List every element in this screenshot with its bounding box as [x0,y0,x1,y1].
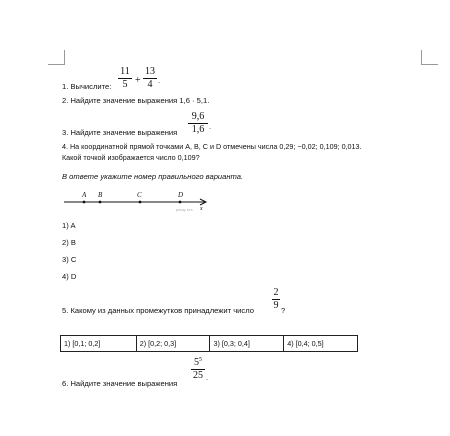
point-a-label: A [82,191,87,199]
q3-numerator: 9,6 [191,111,205,122]
point-b-label: B [98,191,103,199]
q5-option-2: 2) [0,2; 0,3] [136,336,210,352]
point-c-marker [139,201,142,204]
q4-option-3: 3) C [62,255,77,264]
axis-label: x [200,206,203,212]
crop-mark-tr-v [421,50,422,64]
point-a-marker [83,201,86,204]
q6-end: . [206,373,209,382]
crop-mark-tr-h [421,64,438,65]
q5-denominator: 9 [273,300,279,311]
q5-end: ? [281,306,286,315]
watermark-text: решу егэ [176,207,193,212]
q5-option-1: 1) [0,1; 0,2] [61,336,137,352]
q6-base: 5 [194,357,199,368]
question-2: 2. Найдите значение выражения 1,6 · 5,1. [62,96,210,105]
q5-label: 5. Какому из данных промежутков принадлежит число [62,306,254,315]
q5-options-table [60,335,358,352]
point-b-marker [99,201,102,204]
q6-exponent: 5 [199,357,202,363]
q4-option-2: 2) B [62,238,76,247]
q6-numerator [191,357,205,368]
q6-fraction [191,357,205,381]
q1-fraction-2 [143,67,157,90]
q6-denominator: 25 [193,370,203,381]
q4-line-2: Какой точкой изображается число 0,109? [62,153,200,162]
table-row [61,336,358,352]
crop-mark-tl-v [64,50,65,64]
q5-option-3: 3) [0,3; 0,4] [210,336,284,352]
q4-option-4: 4) D [62,272,77,281]
q3-label: 3. Найдите значение выражения [62,128,178,137]
q4-line-1: 4. На координатной прямой точками A, B, C и D отмечены числа 0,29; −0,02; 0,109; 0,013. [62,142,362,151]
point-d-marker [179,201,182,204]
q1-end: . [158,76,161,85]
point-d-label: D [178,191,184,199]
q4-instruction: В ответе укажите номер правильного варианта. [62,172,244,181]
q1-plus-sign: + [135,75,141,86]
crop-mark-tl-h [48,64,65,65]
q1-frac1-numerator: 11 [120,66,130,77]
q5-option-4: 4) [0,4; 0,5] [284,336,358,352]
q1-frac2-denominator: 4 [147,79,153,90]
q1-fraction-1 [118,67,132,90]
q5-fraction [272,288,280,311]
point-c-label: C [137,191,142,199]
q1-frac2-numerator: 13 [145,66,155,77]
q3-end: . [209,122,212,131]
q4-option-1: 1) A [62,221,76,230]
q5-numerator: 2 [273,287,279,298]
q3-fraction [188,112,208,135]
q1-label: 1. Вычислите: [62,82,112,91]
q6-label: 6. Найдите значение выражения [62,379,178,388]
q3-denominator: 1,6 [191,124,205,135]
q1-frac1-denominator: 5 [122,79,128,90]
number-line [60,190,220,220]
